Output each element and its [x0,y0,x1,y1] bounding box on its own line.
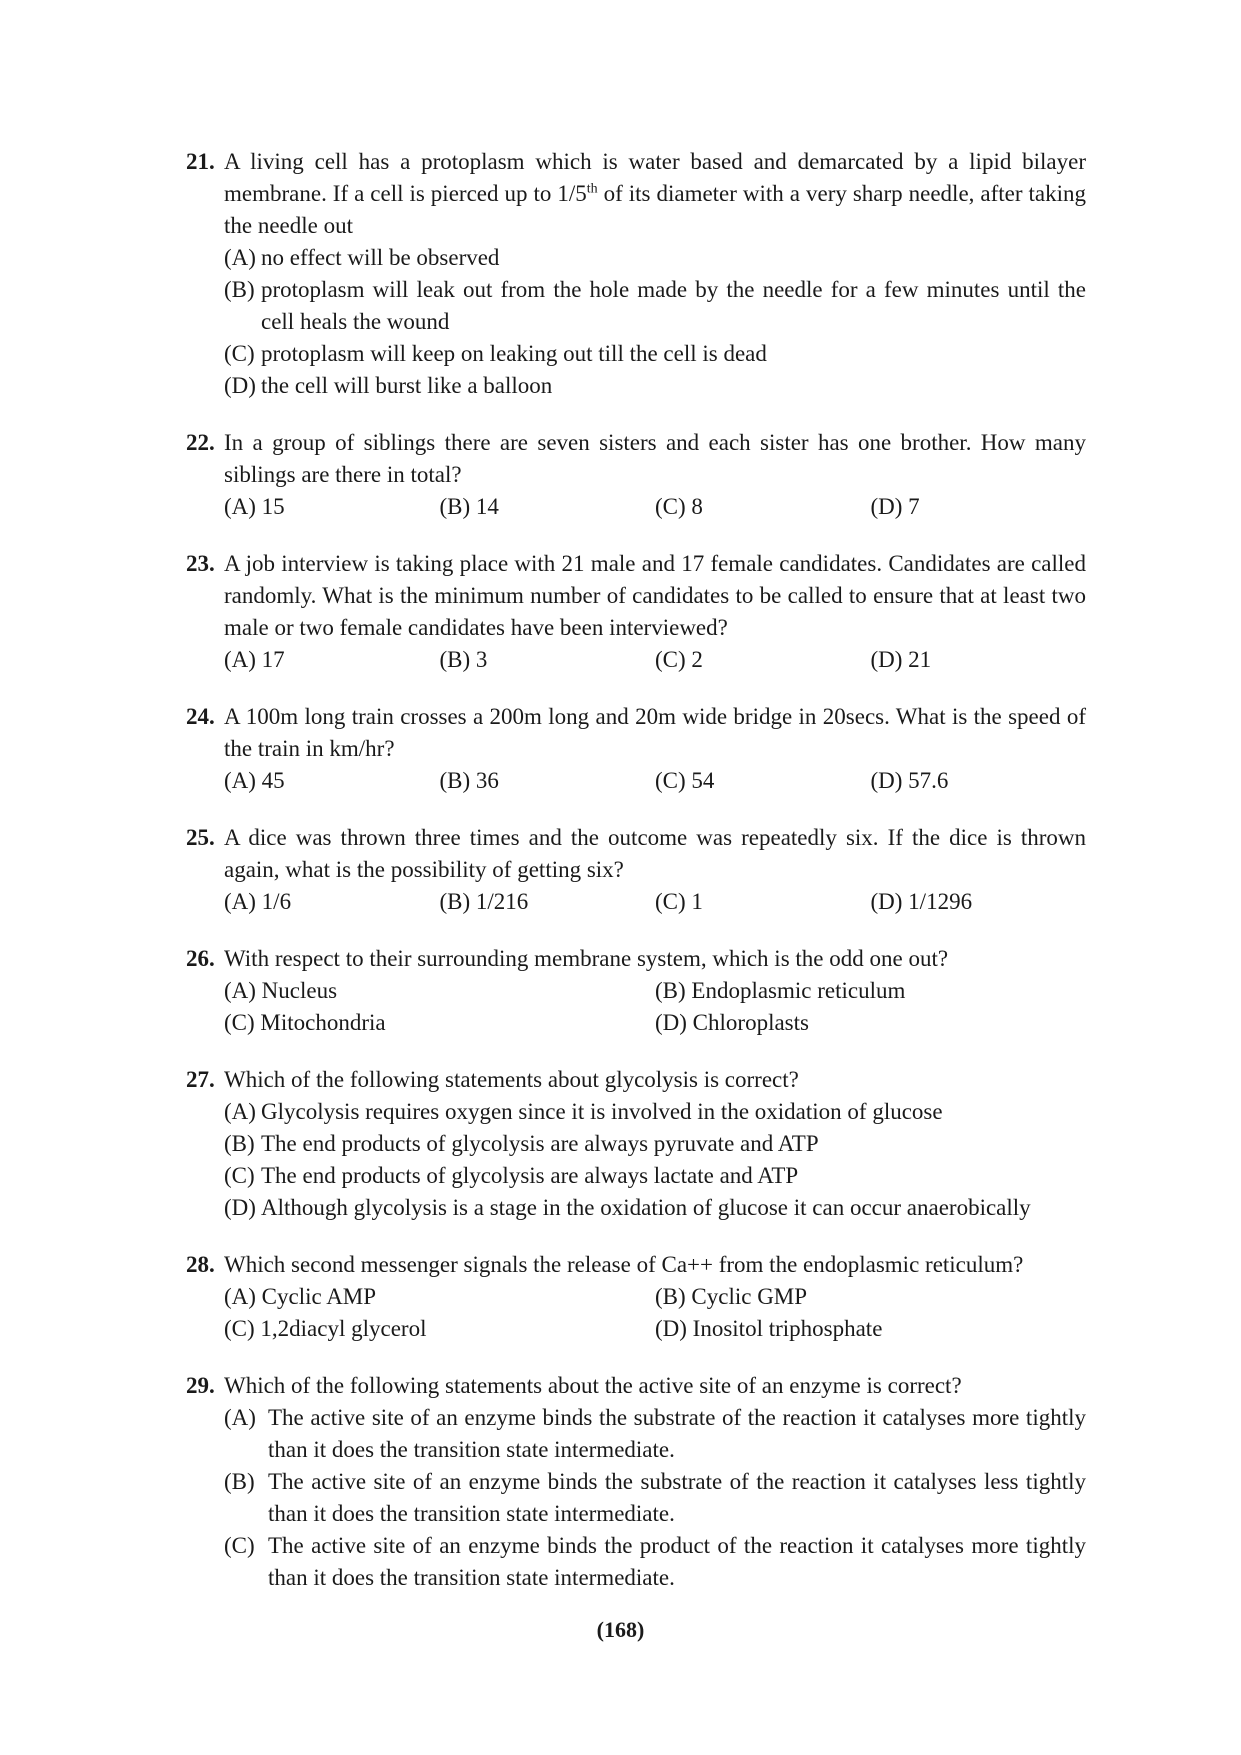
option-b: (B) 3 [439,647,488,672]
option-d [224,1192,1086,1224]
question-stem [186,1064,1086,1096]
question-stem [186,427,1086,491]
question-24 [186,701,1086,797]
option-text: the cell will burst like a balloon [261,373,553,398]
option-a [224,1096,1086,1128]
option-d: (D) 7 [870,494,920,519]
stem-text: Which second messenger signals the release of Ca++ from the endoplasmic reticulum? [224,1252,1024,1277]
question-27 [186,1064,1086,1224]
question-number: 22. [186,430,215,455]
option-a: (A) 1/6 [224,889,292,914]
question-23 [186,548,1086,676]
option-d: (D) 1/1296 [870,889,973,914]
option-text: no effect will be observed [261,245,500,270]
option-c [224,1160,1086,1192]
option-b: (B) 1/216 [439,889,529,914]
option-list [186,242,1086,402]
option-text: The active site of an enzyme binds the substrate of the reaction it catalyses more tightly than it does the transition state intermediate. [268,1405,1086,1462]
option-label: (A) [224,1405,256,1430]
option-label: (A) [224,1099,256,1124]
option-row [186,1281,1086,1313]
question-stem [186,548,1086,644]
option-d: (D) 21 [870,647,932,672]
superscript: th [586,181,598,197]
option-b [224,274,1086,338]
question-stem [186,1249,1086,1281]
option-label: (C) [224,1533,255,1558]
option-text: The active site of an enzyme binds the product of the reaction it catalyses more tightly than it does the transition state intermediate. [268,1533,1086,1590]
stem-text: With respect to their surrounding membrane system, which is the odd one out? [224,946,949,971]
option-d: (D) Chloroplasts [655,1010,809,1035]
option-c: (C) Mitochondria [224,1010,386,1035]
option-d: (D) Inositol triphosphate [655,1316,883,1341]
stem-text: Which of the following statements about glycolysis is correct? [224,1067,799,1092]
stem-text: of its diameter with a very sharp needle, after taking the needle out [224,181,1086,238]
option-label: (B) [224,1469,255,1494]
option-b [224,1128,1086,1160]
question-number: 24. [186,704,215,729]
option-label: (A) [224,245,256,270]
option-row [186,491,1086,523]
option-b [224,1466,1086,1530]
option-a: (A) Cyclic AMP [224,1284,377,1309]
question-stem [186,943,1086,975]
option-d: (D) 57.6 [870,768,949,793]
option-b: (B) 14 [439,494,499,519]
stem-text: Which of the following statements about the active site of an enzyme is correct? [224,1373,962,1398]
option-c [224,338,1086,370]
option-c: (C) 8 [655,494,703,519]
option-label: (D) [224,1195,256,1220]
option-row [186,1007,1086,1039]
question-22 [186,427,1086,523]
option-c: (C) 1,2diacyl glycerol [224,1316,427,1341]
question-number: 25. [186,825,215,850]
question-29 [186,1370,1086,1594]
option-list [186,1402,1086,1594]
page-number: (168) [596,1617,645,1642]
option-a: (A) 45 [224,768,285,793]
question-21 [186,146,1086,402]
option-text: The active site of an enzyme binds the substrate of the reaction it catalyses less tightly than it does the transition state intermediate. [268,1469,1086,1526]
question-number: 29. [186,1373,215,1398]
question-number: 28. [186,1252,215,1277]
option-label: (D) [224,373,256,398]
option-text: protoplasm will leak out from the hole made by the needle for a few minutes until the cell heals the wound [261,277,1086,334]
question-25 [186,822,1086,918]
option-b: (B) Cyclic GMP [655,1284,808,1309]
question-26 [186,943,1086,1039]
question-list [186,146,1086,1619]
option-row [186,644,1086,676]
stem-text: A living cell has a protoplasm which is water based and demarcated by a lipid bilayer membrane. If a cell is pierced up to 1/5 [224,149,1086,206]
stem-text: A 100m long train crosses a 200m long and 20m wide bridge in 20secs. What is the speed of the train in km/hr? [224,704,1086,761]
option-list [186,1096,1086,1224]
option-label: (B) [224,1131,255,1156]
option-text: protoplasm will keep on leaking out till the cell is dead [261,341,767,366]
option-c: (C) 54 [655,768,715,793]
stem-text: A dice was thrown three times and the outcome was repeatedly six. If the dice is thrown again, what is the possibility of getting six? [224,825,1086,882]
option-c [224,1530,1086,1594]
option-label: (C) [224,1163,255,1188]
option-c: (C) 2 [655,647,703,672]
question-stem [186,701,1086,765]
option-a: (A) 17 [224,647,285,672]
option-d [224,370,1086,402]
option-b: (B) 36 [439,768,499,793]
option-label: (B) [224,277,255,302]
stem-text: A job interview is taking place with 21 male and 17 female candidates. Candidates are called randomly. What is the minimum number of candidates to be called to ensure that at least two male or two female candidates have been interviewed? [224,551,1086,640]
option-b: (B) Endoplasmic reticulum [655,978,906,1003]
option-a [224,1402,1086,1466]
option-a: (A) Nucleus [224,978,338,1003]
question-stem [186,1370,1086,1402]
option-row [186,886,1086,918]
question-number: 23. [186,551,215,576]
option-a [224,242,1086,274]
option-label: (C) [224,341,255,366]
question-number: 26. [186,946,215,971]
stem-text: In a group of siblings there are seven sisters and each sister has one brother. How many siblings are there in total? [224,430,1086,487]
option-text: Although glycolysis is a stage in the oxidation of glucose it can occur anaerobically [261,1195,1031,1220]
question-28 [186,1249,1086,1345]
option-text: Glycolysis requires oxygen since it is involved in the oxidation of glucose [261,1099,943,1124]
question-stem [186,822,1086,886]
option-a: (A) 15 [224,494,285,519]
option-row [186,975,1086,1007]
option-text: The end products of glycolysis are always pyruvate and ATP [261,1131,819,1156]
question-stem [186,146,1086,242]
option-row [186,765,1086,797]
question-number: 21. [186,149,215,174]
question-number: 27. [186,1067,215,1092]
option-row [186,1313,1086,1345]
option-text: The end products of glycolysis are always lactate and ATP [261,1163,799,1188]
option-c: (C) 1 [655,889,703,914]
